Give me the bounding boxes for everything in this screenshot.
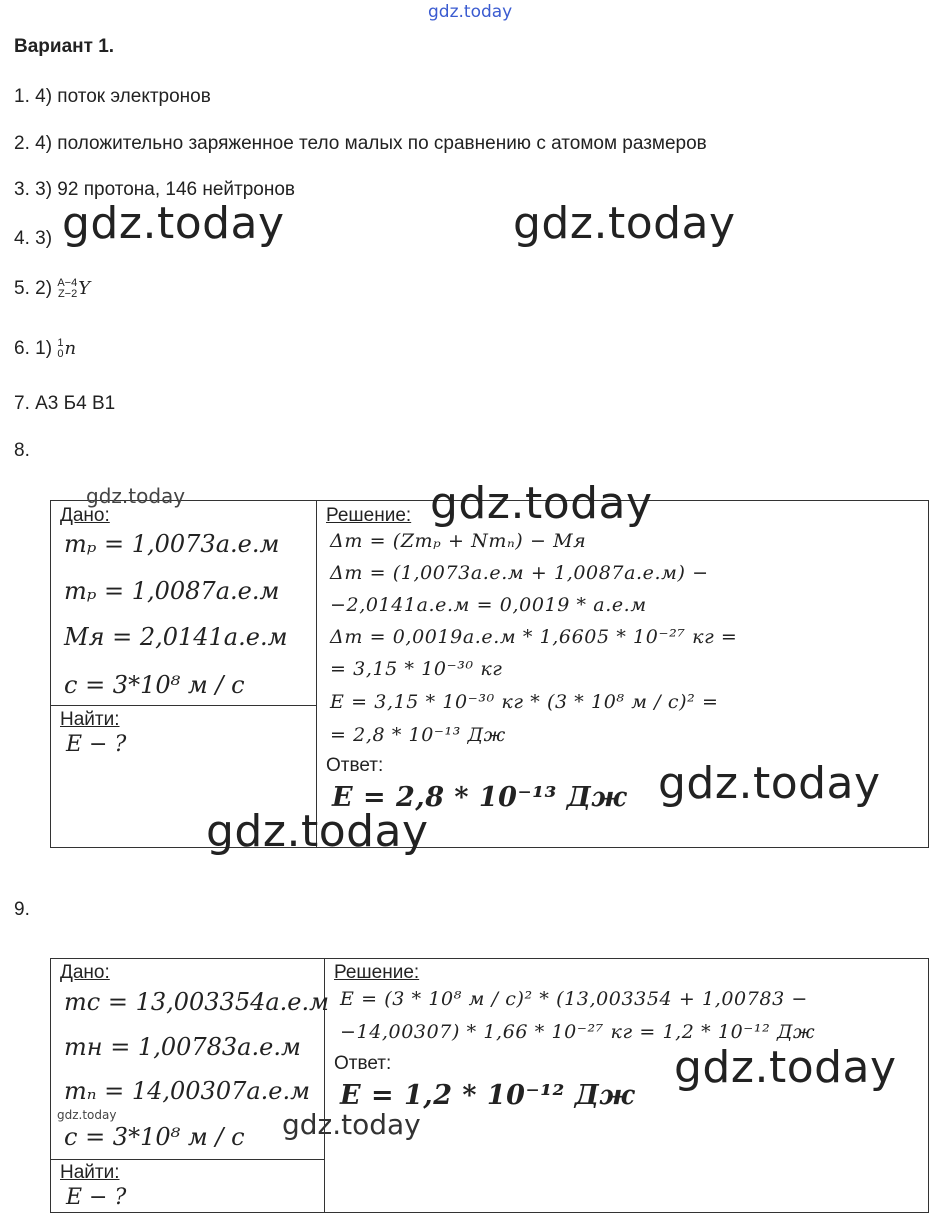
watermark-top: gdz.today: [428, 2, 513, 22]
answer-6: 6. 1) 1 0 n: [14, 337, 77, 360]
task8-given-4: c = 3*10⁸ м / с: [64, 671, 245, 699]
task8-given-3: Mя = 2,0141а.е.м: [64, 623, 288, 651]
task9-answer: E = 1,2 * 10⁻¹² Дж: [340, 1080, 636, 1111]
task8-solution-4: Δm = 0,0019а.е.м * 1,6605 * 10⁻²⁷ кг =: [330, 626, 738, 648]
watermark-4: gdz.today: [430, 478, 653, 529]
task9-find-label: Найти:: [60, 1162, 120, 1183]
answer-2: 2. 4) положительно заряженное тело малых по сравнению с атомом размеров: [14, 133, 707, 154]
task8-find: E − ?: [66, 732, 127, 757]
task9-given-label: Дано:: [60, 962, 110, 983]
task8-given-2: mₚ = 1,0087а.е.м: [64, 577, 280, 605]
task9-solution-label: Решение:: [334, 962, 420, 983]
task8-solution-label: Решение:: [326, 505, 412, 526]
answer-1: 1. 4) поток электронов: [14, 86, 211, 107]
task8-solution-3: −2,0141а.е.м = 0,0019 * а.е.м: [330, 594, 647, 616]
task8-answer-label: Ответ:: [326, 755, 384, 776]
answer-5: 5. 2) A−4 Z−2 Y: [14, 277, 91, 300]
answer-5-prefix: 5. 2): [14, 278, 53, 300]
task8-solution-1: Δm = (Zmₚ + Nmₙ) − Mя: [330, 530, 587, 552]
watermark-2: gdz.today: [513, 198, 736, 249]
answer-4: 4. 3): [14, 228, 53, 249]
watermark-9: gdz.today: [282, 1108, 421, 1141]
task9-solution-2: −14,00307) * 1,66 * 10⁻²⁷ кг = 1,2 * 10⁻¹² Дж: [340, 1021, 816, 1043]
watermark-8: gdz.today: [57, 1108, 117, 1122]
task8-solution-5: = 3,15 * 10⁻³⁰ кг: [330, 658, 503, 680]
answer-9-number: 9.: [14, 899, 30, 920]
task9-given-3: mₙ = 14,00307а.е.м: [64, 1077, 311, 1105]
variant-title: Вариант 1.: [14, 36, 115, 57]
task9-given-4: c = 3*10⁸ м / с: [64, 1123, 245, 1151]
task8-solution-7: = 2,8 * 10⁻¹³ Дж: [330, 724, 506, 746]
answer-6-nuclide: 1 0: [57, 337, 64, 360]
watermark-5: gdz.today: [658, 758, 881, 809]
task8-given-1: mₚ = 1,0073а.е.м: [64, 530, 280, 558]
answer-3: 3. 3) 92 протона, 146 нейтронов: [14, 179, 296, 200]
answer-6-prefix: 6. 1): [14, 338, 53, 360]
task9-find: E − ?: [66, 1185, 127, 1210]
watermark-6: gdz.today: [206, 806, 429, 857]
task8-answer: E = 2,8 * 10⁻¹³ Дж: [332, 782, 628, 813]
task9-answer-label: Ответ:: [334, 1053, 392, 1074]
task9-solution-1: E = (3 * 10⁸ м / с)² * (13,003354 + 1,00783 −: [340, 988, 808, 1010]
task9-given-2: mн = 1,00783а.е.м: [64, 1033, 301, 1061]
task8-solution-6: E = 3,15 * 10⁻³⁰ кг * (3 * 10⁸ м / с)² =: [330, 691, 719, 713]
watermark-7: gdz.today: [674, 1042, 897, 1093]
task8-given-label: Дано:: [60, 505, 110, 526]
answer-8-number: 8.: [14, 440, 30, 461]
answer-5-nuclide: A−4 Z−2: [57, 277, 78, 300]
watermark-1: gdz.today: [62, 198, 285, 249]
task8-find-label: Найти:: [60, 709, 120, 730]
watermark-3: gdz.today: [86, 484, 186, 508]
answer-7: 7. А3 Б4 В1: [14, 393, 116, 414]
task9-given-1: mс = 13,003354а.е.м: [64, 988, 330, 1016]
task8-solution-2: Δm = (1,0073а.е.м + 1,0087а.е.м) −: [330, 562, 709, 584]
